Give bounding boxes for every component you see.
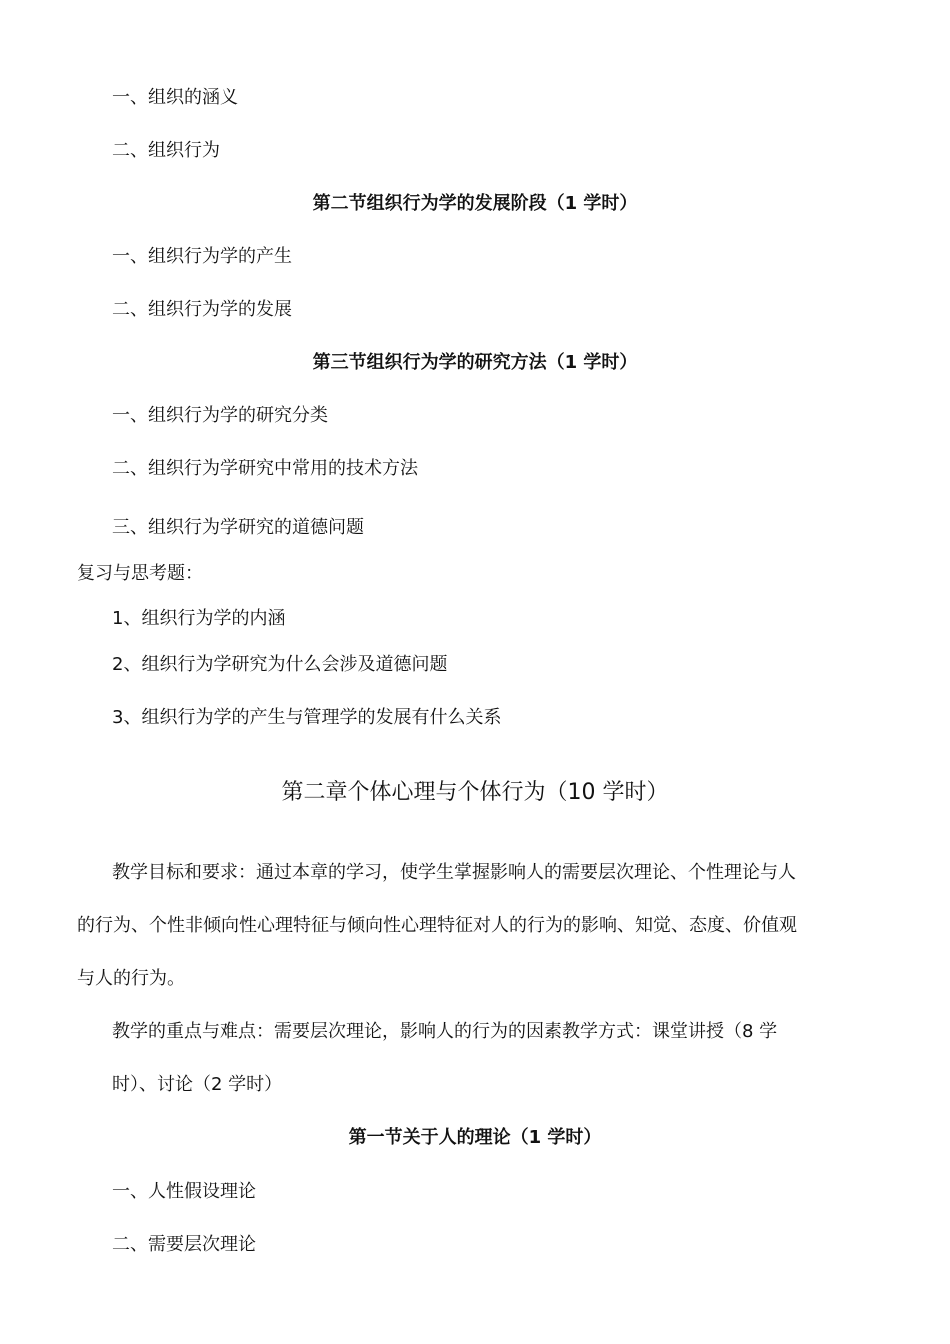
section-heading: 第一节关于人的理论（1 学时） <box>348 1127 602 1148</box>
objectives-text: 教学目标和要求：通过本章的学习，使学生掌握影响人的需要层次理论、个性理论与人 <box>112 862 796 883</box>
outline-item: 一、组织行为学的研究分类 <box>112 405 328 426</box>
section-heading: 第三节组织行为学的研究方法（1 学时） <box>312 352 638 373</box>
section-heading: 第二节组织行为学的发展阶段（1 学时） <box>312 193 638 214</box>
outline-item: 二、组织行为 <box>112 140 220 161</box>
outline-item: 一、组织行为学的产生 <box>112 246 292 267</box>
outline-item: 一、组织的涵义 <box>112 87 238 108</box>
focus-text: 教学的重点与难点：需要层次理论，影响人的行为的因素教学方式：课堂讲授（8 学 <box>112 1021 778 1042</box>
outline-item: 二、组织行为学的发展 <box>112 299 292 320</box>
review-label: 复习与思考题： <box>77 563 203 584</box>
objectives-text: 的行为、个性非倾向性心理特征与倾向性心理特征对人的行为的影响、知觉、态度、价值观 <box>77 915 797 936</box>
review-question: 1、组织行为学的内涵 <box>112 608 286 629</box>
outline-item: 一、人性假设理论 <box>112 1181 256 1202</box>
outline-item: 二、需要层次理论 <box>112 1234 256 1255</box>
chapter-title: 第二章个体心理与个体行为（10 学时） <box>281 780 669 805</box>
review-question: 2、组织行为学研究为什么会涉及道德问题 <box>112 654 448 675</box>
outline-item: 二、组织行为学研究中常用的技术方法 <box>112 458 418 479</box>
focus-text: 时）、讨论（2 学时） <box>112 1074 283 1095</box>
objectives-text: 与人的行为。 <box>77 968 185 989</box>
outline-item: 三、组织行为学研究的道德问题 <box>112 517 364 538</box>
review-question: 3、组织行为学的产生与管理学的发展有什么关系 <box>112 707 502 728</box>
